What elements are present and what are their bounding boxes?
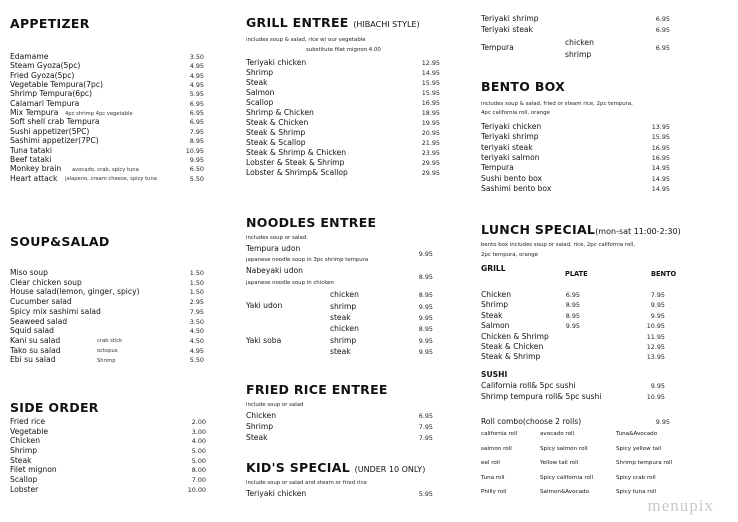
lunch-sushi-label: SUSHI: [481, 370, 508, 379]
appetizer-item-note: jalapeno, cream cheese, spicy tuna: [65, 176, 157, 183]
soup-salad-item-note: octopus: [97, 348, 118, 355]
top-right-item-price: 6.95: [655, 15, 670, 23]
roll-option: Salmon&Avocado: [540, 489, 590, 495]
side-order-item-name: Steak: [10, 455, 32, 465]
appetizer-item-name: Sashimi appetizer(7PC): [10, 136, 99, 146]
lunch-grill-item-name: Steak: [481, 310, 503, 320]
lunch-grill-item-bento-price: 12.95: [646, 343, 665, 351]
fried-rice-item-name: Chicken: [246, 411, 277, 420]
grill-entree-item-name: Shrimp: [246, 68, 274, 77]
grill-entree-item-name: Lobster & Shrimp& Scallop: [246, 168, 348, 177]
kids-title-text: KID'S SPECIAL: [246, 460, 350, 475]
lunch-grill-item-plate-price: 9.95: [565, 322, 580, 331]
bento-note-2: 4pc california roll, orange: [481, 110, 550, 116]
kids-item-name: Teriyaki chicken: [246, 489, 307, 498]
appetizer-item-name: Edamame: [10, 52, 49, 61]
grill-entree-item-name: Steak & Shrimp & Chicken: [246, 148, 347, 157]
side-order-item-name: Filet mignon: [10, 465, 57, 475]
soup-salad-item-name: Ebi su salad: [10, 355, 56, 365]
fried-rice-item-price: 6.95: [418, 412, 433, 420]
soup-salad-item-name: Squid salad: [10, 326, 54, 336]
side-order-item-price: 4.00: [191, 437, 206, 446]
appetizer-item-price: 7.95: [189, 127, 204, 136]
grill-entree-title-text: GRILL ENTREE: [246, 15, 349, 30]
lunch-grill-item-bento-price: 11.95: [646, 332, 665, 341]
soup-salad-item-price: 2.95: [189, 298, 204, 307]
top-right-item-name: Teriyaki shrimp: [481, 14, 539, 23]
yaki-soba-option-name: steak: [330, 347, 351, 356]
bento-title: BENTO BOX: [481, 79, 566, 94]
top-right-item-price: 6.95: [655, 26, 670, 34]
lunch-grill-item-bento-price: 10.95: [646, 322, 665, 331]
grill-entree-item-name: Steak & Scallop: [246, 138, 306, 147]
soup-salad-item-price: 7.95: [189, 307, 204, 316]
bento-item-price: 14.95: [651, 184, 670, 193]
roll-option: Spicy tuna roll: [616, 489, 657, 495]
roll-option: Yellow tail roll: [540, 460, 579, 466]
lunch-note: bento box includes soup or salad, rice, 2pc california roll,: [481, 242, 636, 248]
side-order-item-price: 10.00: [187, 485, 206, 494]
bento-item-name: Teriyaki chicken: [481, 122, 542, 131]
appetizer-item-price: 5.50: [189, 174, 204, 183]
appetizer-item-name: Mix Tempura: [10, 108, 59, 118]
appetizer-item-price: 4.95: [189, 81, 204, 90]
fried-rice-item-name: Shrimp: [246, 422, 274, 431]
fried-rice-item-price: 7.95: [418, 434, 433, 442]
yaki-soba-option-price: 9.95: [418, 336, 433, 345]
grill-entree-item-price: 18.95: [421, 109, 440, 117]
fried-rice-title: FRIED RICE ENTREE: [246, 382, 388, 397]
tempura-udon-name: Tempura udon: [246, 244, 301, 253]
bento-note: includes soup & salad, fried or steam rice, 2pc tempura,: [481, 101, 633, 107]
yaki-udon-option-price: 9.95: [418, 302, 433, 311]
lunch-grill-item-name: Chicken & Shrimp: [481, 331, 549, 341]
noodles-title: NOODLES ENTREE: [246, 215, 377, 230]
bento-item-price: 15.95: [651, 133, 670, 142]
lunch-title-text: LUNCH SPECIAL: [481, 222, 596, 237]
appetizer-item-name: Vegetable Tempura(7pc): [10, 80, 103, 90]
side-order-title: SIDE ORDER: [10, 400, 99, 415]
appetizer-item-note: avocado, crab, spicy tuna: [72, 166, 139, 173]
bento-item-price: 14.95: [651, 164, 670, 173]
fried-rice-item-price: 7.95: [418, 423, 433, 431]
side-order-item-name: Fried rice: [10, 417, 46, 426]
lunch-grill-item-name: Salmon: [481, 321, 510, 331]
lunch-bento-label: BENTO: [651, 270, 677, 278]
top-right-item-name: Teriyaki steak: [481, 25, 533, 34]
roll-option: Spicy salmon roll: [540, 445, 588, 452]
appetizer-item-price: 9.95: [189, 155, 204, 164]
roll-option: Shrimp tempura roll: [616, 460, 673, 466]
side-order-item-name: Lobster: [10, 484, 39, 494]
lunch-grill-item-bento-price: 13.95: [646, 353, 665, 362]
menupix-watermark: menupix: [647, 496, 714, 515]
lunch-grill-item-bento-price: 9.95: [650, 311, 665, 320]
lunch-sushi-item-price: 10.95: [646, 392, 665, 401]
bento-item-price: 14.95: [651, 174, 670, 183]
appetizer-item-name: Tuna tataki: [10, 145, 52, 155]
roll-option: Spicy california roll: [540, 474, 594, 481]
yaki-soba-option-name: shrimp: [330, 335, 357, 345]
grill-entree-item-name: Lobster & Steak & Shrimp: [246, 158, 345, 167]
roll-option: california roll: [481, 431, 518, 437]
lunch-grill-item-plate-price: 8.95: [565, 301, 580, 310]
grill-entree-item-price: 21.95: [421, 139, 440, 147]
yaki-udon-option-name: shrimp: [330, 301, 357, 311]
lunch-grill-item-bento-price: 9.95: [650, 301, 665, 310]
bento-item-name: teriyaki salmon: [481, 152, 540, 162]
lunch-plate-label: PLATE: [565, 270, 588, 278]
tempura-name: Tempura: [481, 43, 514, 52]
side-order-item-price: 8.00: [191, 466, 206, 475]
noodles-note: includes soup or salad.: [246, 235, 308, 241]
side-order-item-name: Shrimp: [10, 445, 38, 455]
grill-entree-item-price: 20.95: [421, 129, 440, 137]
lunch-grill-item-bento-price: 7.95: [650, 291, 665, 299]
bento-item-name: Teriyaki shrimp: [481, 132, 539, 142]
appetizer-item-price: 6.95: [189, 109, 204, 118]
bento-item-price: 16.95: [651, 143, 670, 152]
appetizer-item-price: 5.95: [189, 90, 204, 99]
grill-entree-item-name: Scallop: [246, 98, 274, 107]
appetizer-item-name: Heart attack: [10, 173, 58, 183]
nabeyaki-udon-price: 8.95: [418, 273, 433, 281]
grill-entree-item-name: Steak & Shrimp: [246, 128, 306, 137]
yaki-udon-option-name: chicken: [330, 290, 359, 299]
roll-option: Philly roll: [481, 489, 507, 495]
lunch-sushi-item-name: Shrimp tempura roll& 5pc sushi: [481, 391, 602, 401]
yaki-soba-name: Yaki soba: [246, 336, 282, 345]
grill-entree-item-price: 29.95: [421, 169, 440, 177]
appetizer-item-name: Shrimp Tempura(6pc): [10, 89, 93, 99]
grill-entree-substitute-note: substitute filet mignon 4.00: [306, 47, 381, 53]
fried-rice-note: include soup or salad: [246, 402, 304, 408]
kids-item-price: 5.95: [418, 490, 433, 498]
nabeyaki-udon-name: Nabeyaki udon: [246, 266, 303, 275]
roll-option: salmon roll: [481, 445, 512, 452]
soup-salad-item-name: Cucumber salad: [10, 297, 72, 307]
appetizer-item-price: 6.50: [189, 165, 204, 174]
bento-item-name: teriyaki steak: [481, 142, 533, 152]
soup-salad-item-name: Miso soup: [10, 268, 48, 277]
yaki-soba-option-price: 9.95: [418, 348, 433, 356]
roll-option: Tuna roll: [481, 474, 505, 481]
tempura-udon-note: japanese noodle soup in 3pc shrimp tempura: [246, 257, 369, 263]
grill-entree-title: [246, 15, 420, 30]
tempura-price: 6.95: [655, 44, 670, 52]
appetizer-title: APPETIZER: [10, 16, 90, 31]
side-order-item-price: 5.00: [191, 456, 206, 465]
appetizer-item-name: Monkey brain: [10, 164, 62, 174]
appetizer-item-name: Soft shell crab Tempura: [10, 117, 100, 127]
lunch-grill-item-plate-price: 8.95: [565, 311, 580, 320]
grill-entree-subtitle: (HIBACHI STYLE): [353, 20, 420, 29]
side-order-item-price: 5.00: [191, 446, 206, 455]
lunch-note-2: 2pc tempura, orange: [481, 252, 538, 258]
soup-salad-item-price: 1.50: [189, 278, 204, 287]
soup-salad-item-price: 5.50: [189, 356, 204, 365]
lunch-subtitle: (mon-sat 11:00-2:30): [595, 227, 681, 236]
soup-salad-item-name: Spicy mix sashimi salad: [10, 306, 101, 316]
roll-combo-name: Roll combo(choose 2 rolls): [481, 417, 582, 426]
grill-entree-item-price: 15.95: [421, 79, 440, 87]
soup-salad-item-name: Tako su salad: [10, 345, 61, 355]
appetizer-item-name: Sushi appetizer(5PC): [10, 126, 90, 136]
grill-entree-item-name: Shrimp & Chicken: [246, 108, 314, 117]
grill-entree-item-name: Salmon: [246, 88, 275, 97]
side-order-item-name: Vegetable: [10, 426, 49, 436]
soup-salad-item-note: crab stick: [97, 338, 123, 345]
side-order-item-name: Scallop: [10, 474, 38, 484]
bento-item-name: Sushi bento box: [481, 173, 542, 183]
bento-item-name: Sashimi bento box: [481, 183, 552, 193]
grill-entree-note: includes soup & salad, rice w/ our vegetable: [246, 37, 366, 43]
roll-option: avocado roll: [540, 431, 575, 437]
roll-option: Tuna&Avocado: [616, 431, 658, 437]
appetizer-item-price: 8.95: [189, 137, 204, 146]
appetizer-item-price: 4.95: [189, 71, 204, 80]
grill-entree-item-price: 23.95: [421, 149, 440, 157]
yaki-udon-option-name: steak: [330, 313, 351, 322]
bento-item-price: 13.95: [651, 123, 670, 131]
tempura-udon-price: 9.95: [418, 250, 433, 258]
soup-salad-item-price: 1.50: [189, 288, 204, 297]
soup-salad-item-name: Seaweed salad: [10, 316, 68, 326]
roll-option: eel roll: [481, 460, 500, 466]
soup-salad-item-price: 4.50: [189, 336, 204, 345]
soup-salad-title: SOUP&SALAD: [10, 234, 110, 249]
lunch-title: [481, 222, 681, 237]
side-order-item-name: Chicken: [10, 436, 41, 446]
lunch-grill-item-name: Steak & Shrimp: [481, 352, 541, 362]
soup-salad-item-name: Clear chicken soup: [10, 277, 82, 287]
bento-item-price: 16.95: [651, 153, 670, 162]
yaki-soba-option-price: 8.95: [418, 325, 433, 333]
yaki-udon-option-price: 9.95: [418, 314, 433, 322]
kids-subtitle: (UNDER 10 ONLY): [354, 465, 426, 474]
roll-combo-price: 9.95: [655, 418, 670, 426]
fried-rice-item-name: Steak: [246, 433, 268, 442]
lunch-sushi-item-name: California roll& 5pc sushi: [481, 381, 576, 390]
soup-salad-item-note: Shrimp: [97, 357, 116, 364]
appetizer-item-name: Calamari Tempura: [10, 98, 80, 108]
tempura-option-chicken: chicken: [565, 38, 594, 47]
tempura-option-shrimp: shrimp: [565, 50, 592, 59]
grill-entree-item-price: 12.95: [421, 59, 440, 67]
soup-salad-item-price: 3.50: [189, 317, 204, 326]
grill-entree-item-price: 29.95: [421, 159, 440, 167]
soup-salad-item-price: 4.50: [189, 327, 204, 336]
roll-option: Spicy yellow tail: [616, 445, 662, 452]
grill-entree-item-price: 14.95: [421, 69, 440, 77]
soup-salad-item-price: 4.95: [189, 346, 204, 355]
grill-entree-item-name: Steak & Chicken: [246, 118, 309, 127]
soup-salad-item-price: 1.50: [189, 269, 204, 277]
appetizer-item-price: 6.95: [189, 118, 204, 127]
lunch-grill-label: GRILL: [481, 264, 506, 273]
appetizer-item-name: Steam Gyoza(5pc): [10, 61, 81, 71]
grill-entree-item-name: Teriyaki chicken: [246, 58, 307, 67]
appetizer-item-price: 3.50: [189, 53, 204, 61]
grill-entree-item-price: 19.95: [421, 119, 440, 127]
lunch-grill-item-name: Steak & Chicken: [481, 342, 544, 351]
lunch-grill-item-plate-price: 6.95: [565, 291, 580, 299]
appetizer-item-price: 10.95: [185, 146, 204, 155]
yaki-udon-option-price: 8.95: [418, 291, 433, 299]
side-order-item-price: 3.00: [191, 427, 206, 436]
grill-entree-item-price: 16.95: [421, 99, 440, 107]
kids-title: [246, 460, 425, 475]
soup-salad-item-name: House salad(lemon, ginger, spicy): [10, 287, 140, 297]
appetizer-item-note: 4pc shrimp 4pc vegetable: [65, 110, 133, 117]
yaki-udon-name: Yaki udon: [246, 301, 283, 310]
side-order-item-price: 2.00: [191, 418, 206, 426]
grill-entree-item-price: 15.95: [421, 89, 440, 97]
roll-option: Spicy crab roll: [616, 474, 656, 481]
yaki-soba-option-name: chicken: [330, 324, 359, 333]
lunch-sushi-item-price: 9.95: [650, 382, 665, 390]
bento-item-name: Tempura: [481, 163, 514, 173]
side-order-item-price: 7.00: [191, 475, 206, 484]
grill-entree-item-name: Steak: [246, 78, 268, 87]
nabeyaki-udon-note: japanese noodle soup in chicken: [246, 280, 334, 286]
appetizer-item-price: 6.95: [189, 99, 204, 108]
appetizer-item-name: Fried Gyoza(5pc): [10, 70, 75, 80]
kids-note: include soup or salad and steam or fried rice: [246, 480, 367, 486]
soup-salad-item-name: Kani su salad: [10, 335, 61, 345]
lunch-grill-item-name: Chicken: [481, 290, 512, 299]
appetizer-item-price: 4.95: [189, 62, 204, 71]
appetizer-item-name: Beef tataki: [10, 154, 52, 164]
lunch-grill-item-name: Shrimp: [481, 300, 509, 310]
